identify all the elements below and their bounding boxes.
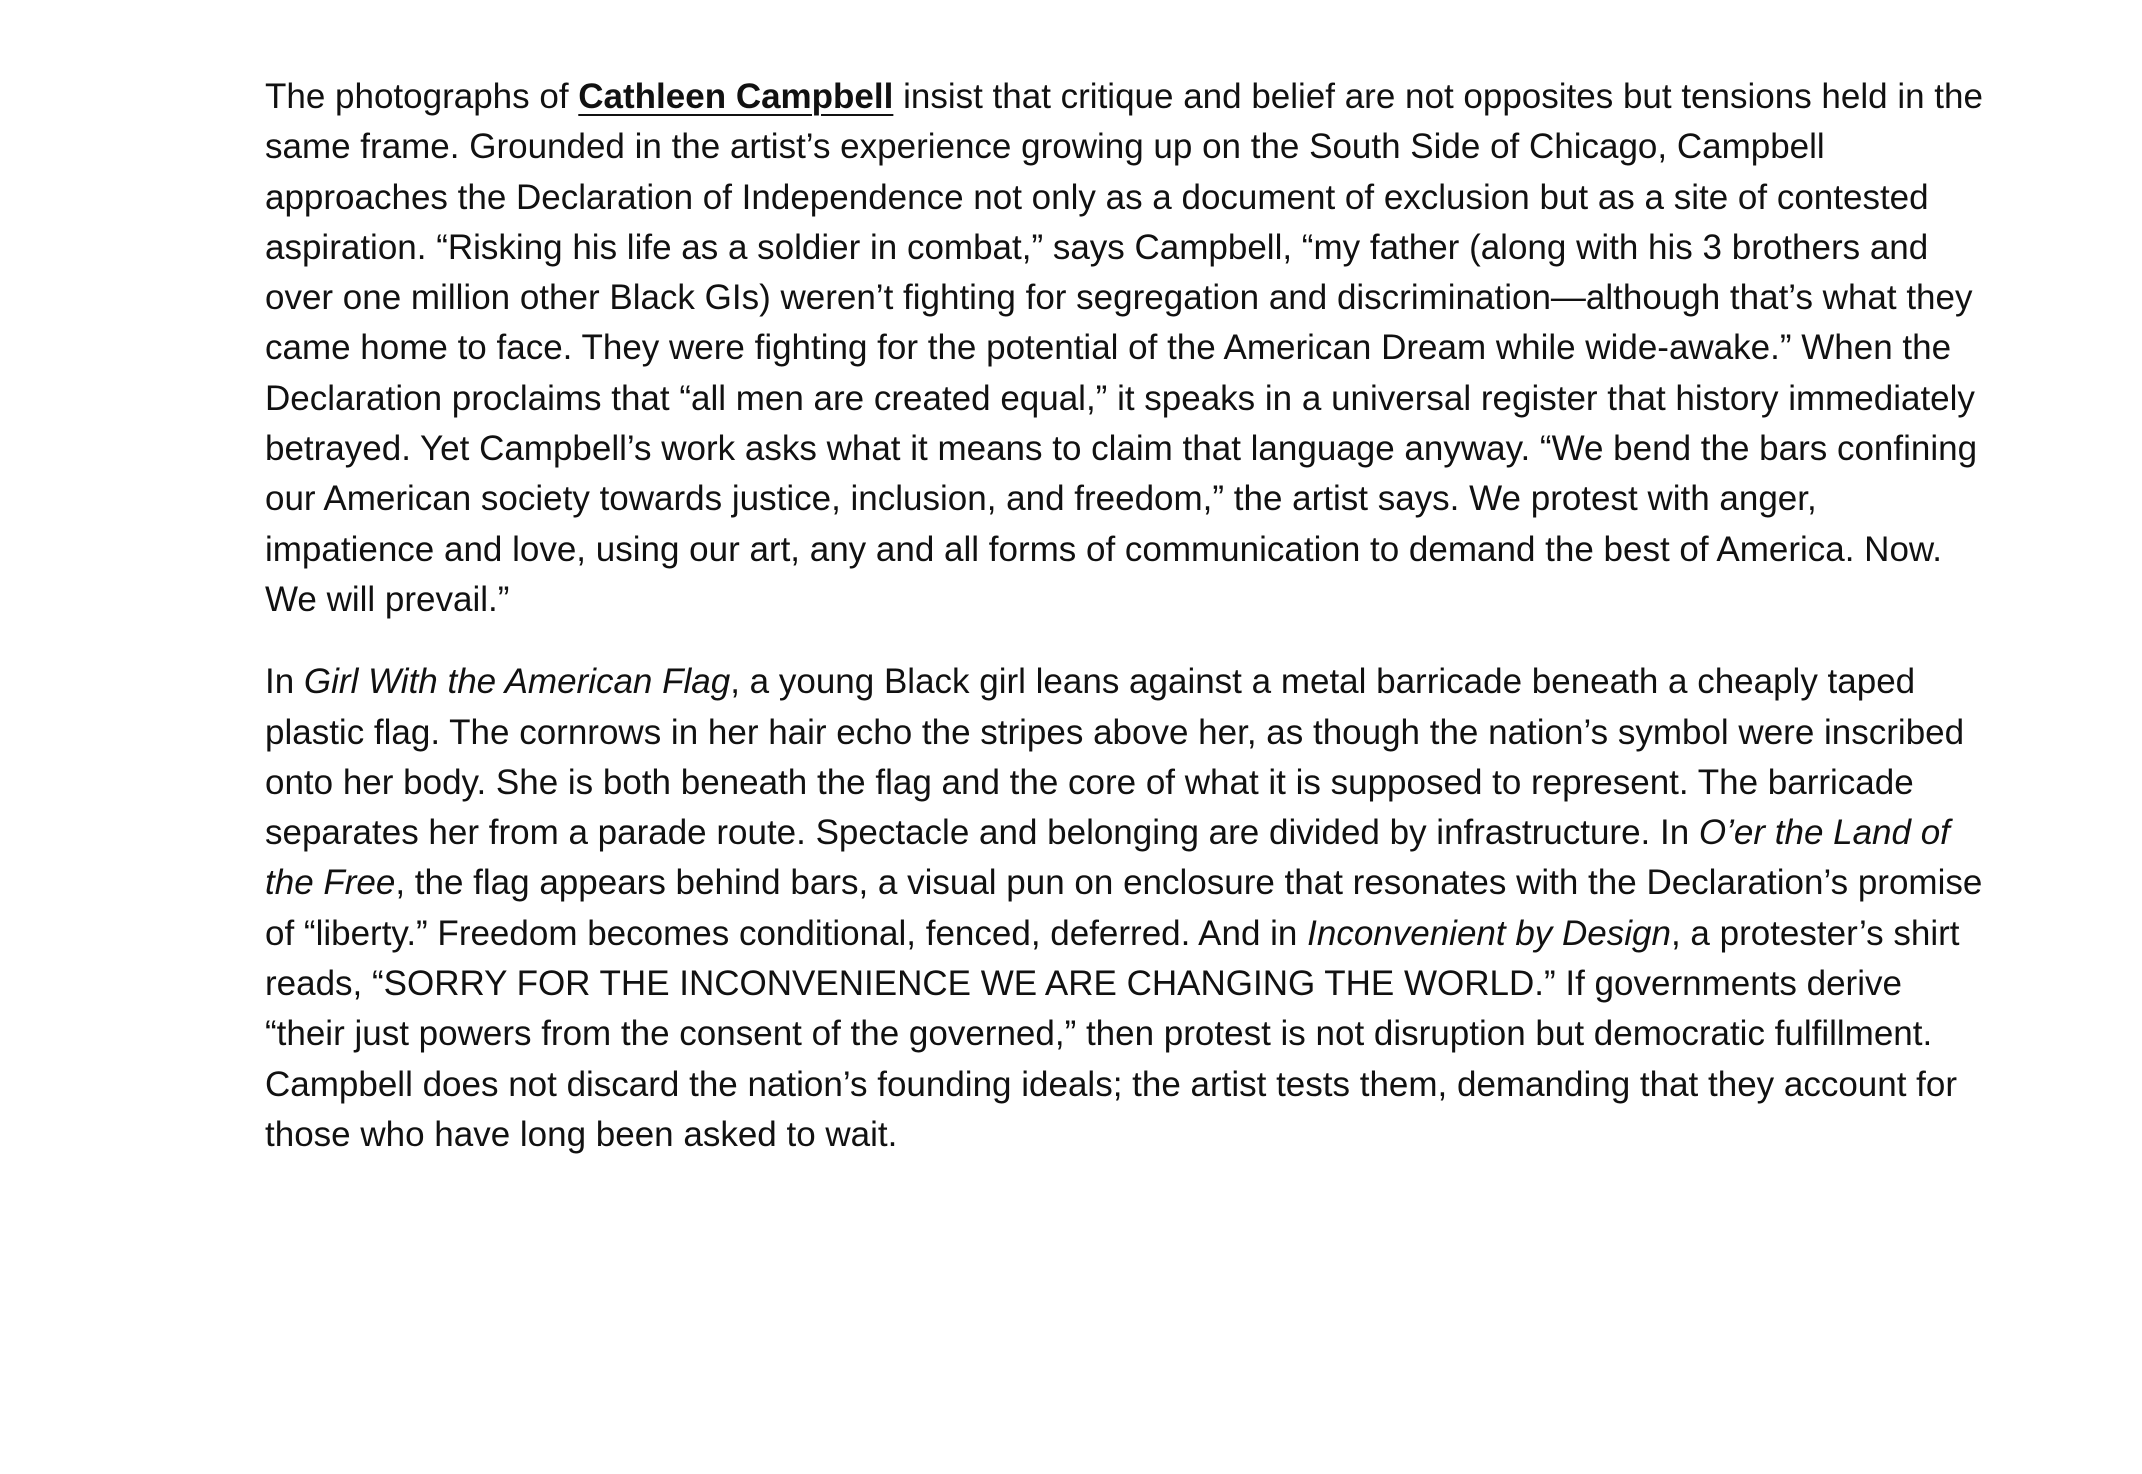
- artist-name-link[interactable]: Cathleen Campbell: [578, 77, 894, 116]
- p1-body-text: insist that critique and belief are not opposites but tensions held in the same frame. Grounded in the artist’s experience growing up on the South Side of Chicago, Campbell approaches the Declaration of Independence not only as a document of exclusion but as a site of contested aspiration. “Risking his life as a soldier in combat,” says Campbell, “my father (along with his 3 brothers and over one million other Black GIs) weren’t fighting for segregation and discrimination—although that’s what they came home to face. They were fighting for the potential of the American Dream while wide-awake.” When the Declaration proclaims that “all men are created equal,” it speaks in a universal register that history immediately betrayed. Yet Campbell’s work asks what it means to claim that language anyway. “We bend the bars confining our American society towards justice, inclusion, and freedom,” the artist says. We protest with anger, impatience and love, using our art, any and all forms of communication to demand the best of America. Now. We will prevail.”: [265, 77, 1983, 619]
- p2-text-2: , a young Black girl leans against a metal barricade beneath a cheaply taped plastic flag. The cornrows in her hair echo the stripes above her, as though the nation’s symbol were inscribed onto her body. She is both beneath the flag and the core of what it is supposed to represent. The barricade separates her from a parade route. Spectacle and belonging are divided by infrastructure. In: [265, 662, 1965, 853]
- p2-text-3: , the flag appears behind bars, a visual pun on enclosure that resonates with the Declaration’s promise of “liberty.” Freedom becomes conditional, fenced, deferred. And in: [265, 863, 1983, 953]
- work-title-oer-the-land: O’er the Land of the Free: [265, 813, 1950, 903]
- p1-intro-text: The photographs of: [265, 77, 579, 116]
- paragraph-2: [265, 657, 1985, 1160]
- p2-text-4: , a protester’s shirt reads, “SORRY FOR THE INCONVENIENCE WE ARE CHANGING THE WORLD.” If governments derive “their just powers from the consent of the governed,” then protest is not disruption but democratic fulfillment. Campbell does not discard the nation’s founding ideals; the artist tests them, demanding that they account for those who have long been asked to wait.: [265, 913, 1960, 1154]
- work-title-inconvenient-by-design: Inconvenient by Design: [1307, 913, 1671, 953]
- p2-text-1: In: [265, 662, 304, 702]
- paragraph-1: [265, 72, 1985, 625]
- article-body: [265, 72, 1985, 1192]
- work-title-girl-with-flag: Girl With the American Flag: [303, 662, 731, 702]
